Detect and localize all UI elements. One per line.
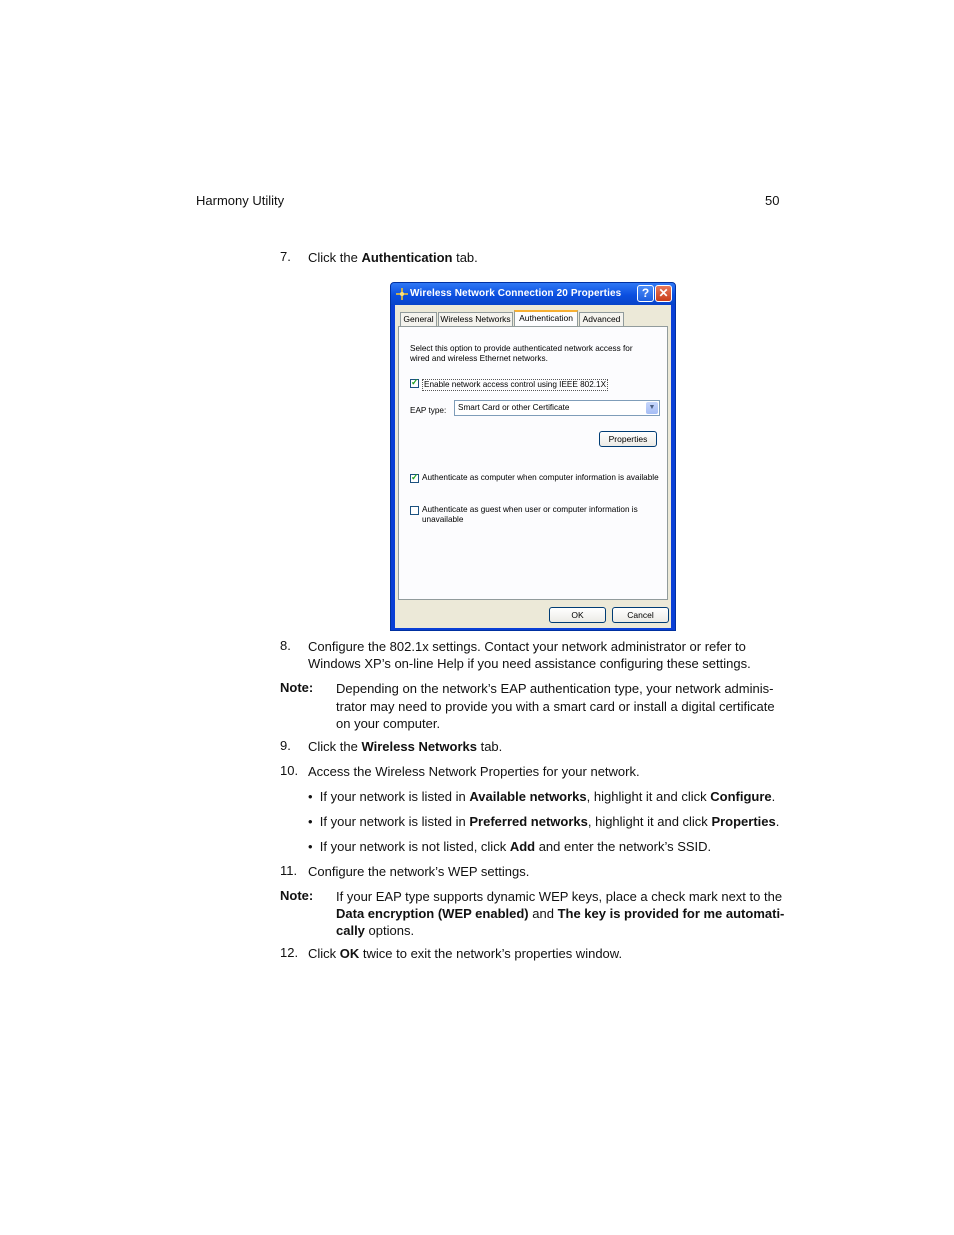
step-9-number: 9. <box>280 738 291 753</box>
auth-guest-label-line-1: Authenticate as guest when user or computer information is <box>422 505 638 514</box>
check-mark-icon: ✓ <box>411 472 419 482</box>
list-item: • If your network is not listed, click Add and enter the network’s SSID. <box>308 839 712 854</box>
step-10-number: 10. <box>280 763 299 778</box>
note-1-line-1: Depending on the network’s EAP authentication type, your network adminis- <box>336 681 774 696</box>
list-item: • If your network is listed in Preferred networks, highlight it and click Properties. <box>308 814 780 829</box>
step-12-number: 12. <box>280 945 299 960</box>
properties-button[interactable]: Properties <box>599 431 657 447</box>
enable-8021x-checkbox[interactable] <box>410 379 419 388</box>
cancel-button[interactable]: Cancel <box>612 607 669 623</box>
auth-computer-label: Authenticate as computer when computer information is available <box>422 473 659 482</box>
help-button[interactable]: ? <box>637 285 654 302</box>
step-8-line-1: Configure the 802.1x settings. Contact your network administrator or refer to <box>308 639 746 654</box>
step-7-number: 7. <box>280 249 291 264</box>
properties-dialog <box>390 282 676 631</box>
note-2-line-2: Data encryption (WEP enabled) and The key is provided for me automati- <box>336 906 785 921</box>
note-2-line-1: If your EAP type supports dynamic WEP keys, place a check mark next to the <box>336 889 783 904</box>
step-10-text: Access the Wireless Network Properties for your network. <box>308 764 640 779</box>
check-mark-icon: ✓ <box>411 377 419 387</box>
note-1-line-2: trator may need to provide you with a smart card or install a digital certificate <box>336 699 775 714</box>
step-8-line-2: Windows XP’s on-line Help if you need assistance configuring these settings. <box>308 656 751 671</box>
auth-guest-checkbox[interactable] <box>410 506 419 515</box>
chevron-down-icon[interactable]: ▼ <box>646 402 658 414</box>
list-item: • If your network is listed in Available networks, highlight it and click Configure. <box>308 789 776 804</box>
dialog-client-area <box>395 305 671 628</box>
tab-authentication[interactable]: Authentication <box>514 310 578 326</box>
note-2-label: Note: <box>280 888 314 903</box>
close-button[interactable]: ✕ <box>655 285 672 302</box>
note-2-line-3: cally options. <box>336 923 415 938</box>
description-line-2: wired and wireless Ethernet networks. <box>410 354 548 363</box>
step-12-text: Click OK twice to exit the network’s properties window. <box>308 946 623 961</box>
step-8-number: 8. <box>280 638 291 653</box>
tab-wireless-networks[interactable]: Wireless Networks <box>438 312 513 326</box>
eap-type-value: Smart Card or other Certificate <box>458 403 570 412</box>
ok-button[interactable]: OK <box>549 607 606 623</box>
network-connection-icon <box>395 287 409 301</box>
note-1-line-3: on your computer. <box>336 716 441 731</box>
dialog-title-bar <box>391 283 675 305</box>
tab-advanced[interactable]: Advanced <box>579 312 624 326</box>
dialog-title: Wireless Network Connection 20 Properties <box>410 288 622 299</box>
page-number: 50 <box>765 193 780 208</box>
authentication-panel <box>398 326 668 600</box>
step-7-text: Click the Authentication tab. <box>308 250 478 265</box>
eap-type-select[interactable] <box>454 400 660 416</box>
auth-guest-label-line-2: unavailable <box>422 515 464 524</box>
step-11-text: Configure the network’s WEP settings. <box>308 864 530 879</box>
eap-type-label: EAP type: <box>410 406 447 415</box>
document-header-title: Harmony Utility <box>196 193 285 208</box>
auth-computer-checkbox[interactable] <box>410 474 419 483</box>
step-11-number: 11. <box>280 863 298 878</box>
step-9-text: Click the Wireless Networks tab. <box>308 739 503 754</box>
note-1-label: Note: <box>280 680 314 695</box>
description-line-1: Select this option to provide authenticated network access for <box>410 344 633 353</box>
enable-8021x-label: Enable network access control using IEEE 802.1X <box>424 380 607 389</box>
tab-general[interactable]: General <box>400 312 437 326</box>
